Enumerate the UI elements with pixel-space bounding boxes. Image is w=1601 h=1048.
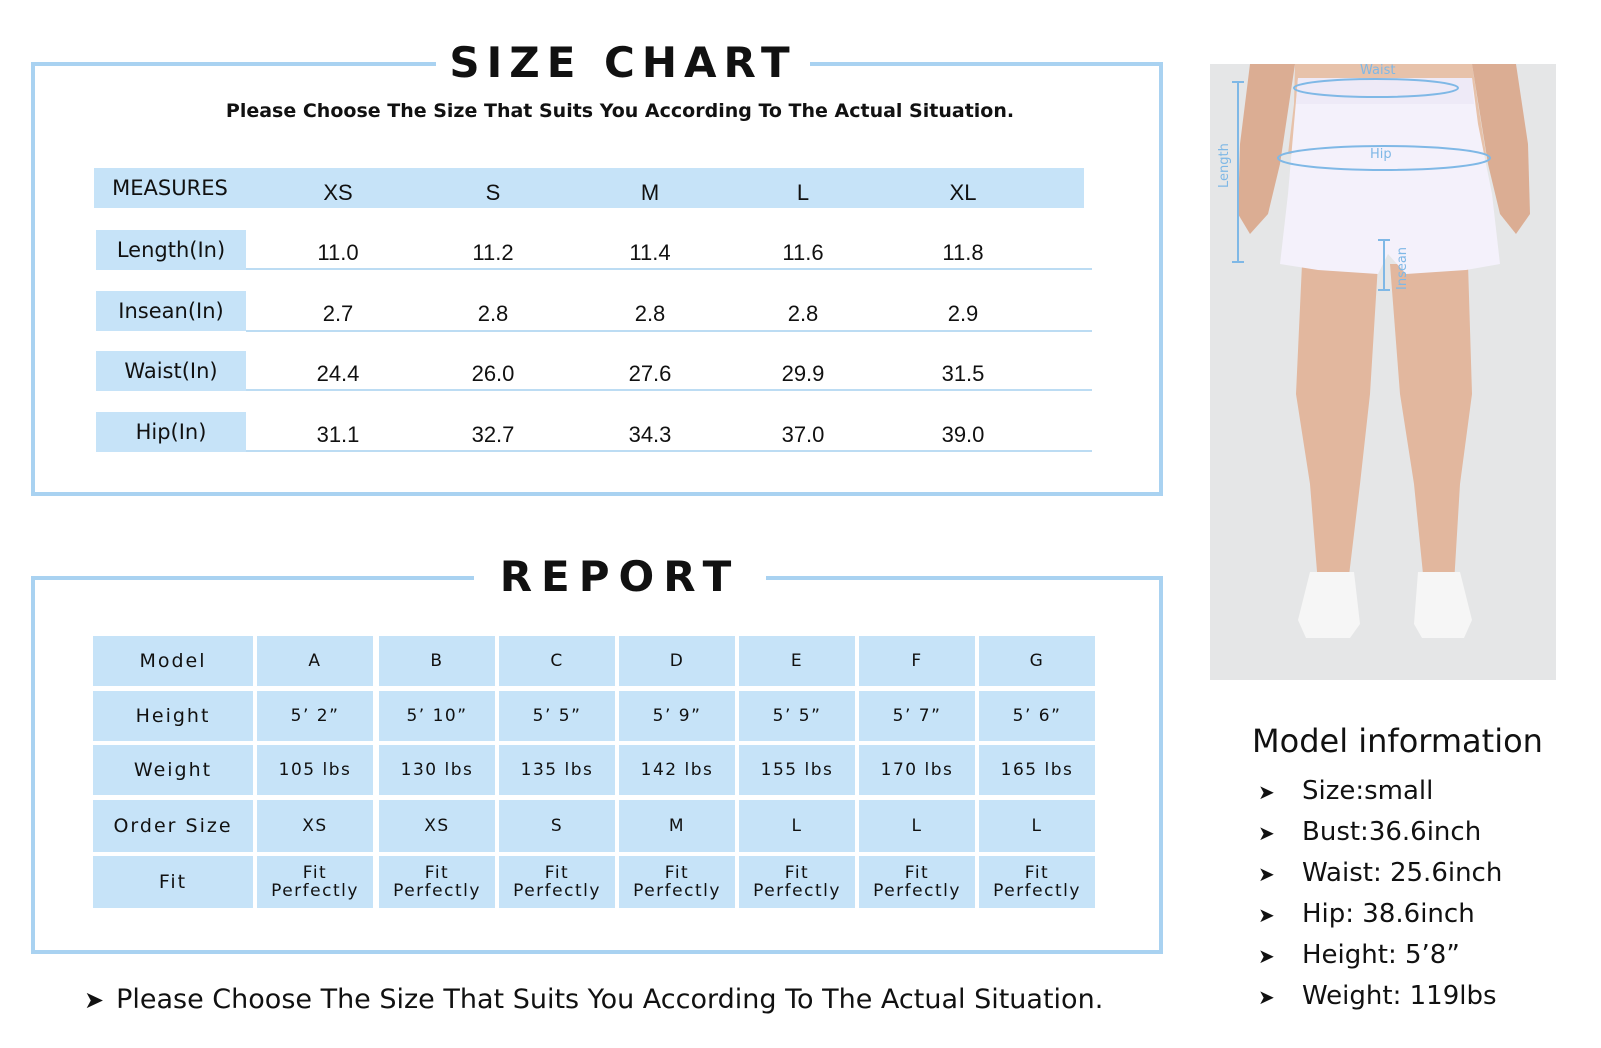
- model-photo: [1210, 64, 1556, 680]
- insean-m: 2.8: [634, 301, 666, 326]
- size-header-l: L: [796, 180, 810, 205]
- report-label-fit: Fit: [93, 856, 253, 908]
- row-label-insean: Insean(In): [96, 291, 246, 331]
- insean-xs: 2.7: [322, 301, 354, 326]
- row-label-waist: Waist(In): [96, 351, 246, 391]
- waist-xs: 24.4: [316, 361, 360, 386]
- model-c-weight: 135 lbs: [499, 745, 615, 795]
- model-info-text: Hip: 38.6inch: [1302, 899, 1475, 929]
- arrow-icon: ➤: [1258, 903, 1275, 927]
- report-label-weight: Weight: [93, 745, 253, 795]
- model-g-fit: Fit Perfectly: [979, 856, 1095, 908]
- row-label-length: Length(In): [96, 230, 246, 270]
- hip-xl: 39.0: [941, 422, 985, 447]
- model-a-fit: Fit Perfectly: [257, 856, 373, 908]
- row-divider: [246, 389, 1092, 391]
- model-b-name: B: [379, 636, 495, 686]
- report-label-height: Height: [93, 691, 253, 741]
- length-m: 11.4: [629, 240, 671, 265]
- row-divider: [246, 330, 1092, 332]
- size-header-xl: XL: [949, 180, 977, 205]
- model-d-weight: 142 lbs: [619, 745, 735, 795]
- model-e-weight: 155 lbs: [739, 745, 855, 795]
- model-info-bust: [1258, 817, 1481, 847]
- arrow-icon: ➤: [1258, 862, 1275, 886]
- model-info-text: Size:small: [1302, 776, 1434, 806]
- model-d-height: 5’ 9”: [619, 691, 735, 741]
- length-annotation: Length: [1217, 143, 1232, 188]
- arrow-icon: ➤: [84, 986, 105, 1014]
- insean-xl: 2.9: [947, 301, 979, 326]
- row-label-hip: Hip(In): [96, 412, 246, 452]
- model-e-order-size: L: [739, 800, 855, 852]
- insean-annotation: Insean: [1395, 246, 1410, 290]
- waist-l: 29.9: [781, 361, 825, 386]
- model-info-hip: [1258, 899, 1475, 929]
- model-e-height: 5’ 5”: [739, 691, 855, 741]
- measures-header: MEASURES: [112, 176, 228, 200]
- model-b-height: 5’ 10”: [379, 691, 495, 741]
- model-info-text: Bust:36.6inch: [1302, 817, 1482, 847]
- model-info-text: Weight: 119lbs: [1302, 981, 1497, 1011]
- waist-xl: 31.5: [941, 361, 985, 386]
- model-e-fit: Fit Perfectly: [739, 856, 855, 908]
- waist-annotation: Waist: [1360, 64, 1396, 78]
- model-info-weight: [1258, 981, 1497, 1011]
- insean-l: 2.8: [787, 301, 819, 326]
- arrow-icon: ➤: [1258, 944, 1275, 968]
- model-f-name: F: [859, 636, 975, 686]
- hip-m: 34.3: [628, 422, 672, 447]
- arrow-icon: ➤: [1258, 985, 1275, 1009]
- model-e-name: E: [739, 636, 855, 686]
- model-b-order-size: XS: [379, 800, 495, 852]
- hip-annotation: Hip: [1370, 147, 1392, 162]
- model-d-order-size: M: [619, 800, 735, 852]
- footer-note-text: Please Choose The Size That Suits You According To The Actual Situation.: [116, 984, 1104, 1015]
- model-illustration: [1210, 64, 1556, 680]
- size-header-m: M: [640, 180, 660, 205]
- arrow-icon: ➤: [1258, 780, 1275, 804]
- model-c-height: 5’ 5”: [499, 691, 615, 741]
- model-f-height: 5’ 7”: [859, 691, 975, 741]
- insean-s: 2.8: [477, 301, 509, 326]
- row-divider: [246, 268, 1092, 270]
- model-a-order-size: XS: [257, 800, 373, 852]
- model-g-height: 5’ 6”: [979, 691, 1095, 741]
- model-info-text: Waist: 25.6inch: [1302, 858, 1503, 888]
- model-g-name: G: [979, 636, 1095, 686]
- model-a-height: 5’ 2”: [257, 691, 373, 741]
- length-s: 11.2: [472, 240, 514, 265]
- model-f-fit: Fit Perfectly: [859, 856, 975, 908]
- arrow-icon: ➤: [1258, 821, 1275, 845]
- model-c-fit: Fit Perfectly: [499, 856, 615, 908]
- hip-xs: 31.1: [316, 422, 360, 447]
- model-info-title: Model information: [1252, 722, 1543, 760]
- model-b-fit: Fit Perfectly: [379, 856, 495, 908]
- report-title: REPORT: [474, 552, 766, 602]
- hip-s: 32.7: [471, 422, 515, 447]
- model-info-size: [1258, 776, 1433, 806]
- model-c-name: C: [499, 636, 615, 686]
- model-info-text: Height: 5’8”: [1302, 940, 1460, 970]
- model-f-weight: 170 lbs: [859, 745, 975, 795]
- hip-l: 37.0: [781, 422, 825, 447]
- waist-m: 27.6: [628, 361, 672, 386]
- model-a-weight: 105 lbs: [257, 745, 373, 795]
- length-xs: 11.0: [317, 240, 359, 265]
- waist-s: 26.0: [471, 361, 515, 386]
- length-l: 11.6: [782, 240, 824, 265]
- size-header-s: S: [485, 180, 501, 205]
- model-info-waist: [1258, 858, 1502, 888]
- footer-note: [84, 984, 1103, 1015]
- model-f-order-size: L: [859, 800, 975, 852]
- row-divider: [246, 450, 1092, 452]
- model-g-weight: 165 lbs: [979, 745, 1095, 795]
- size-chart-subtitle: Please Choose The Size That Suits You According To The Actual Situation.: [225, 100, 1015, 122]
- length-xl: 11.8: [942, 240, 984, 265]
- size-header-xs: XS: [323, 180, 353, 205]
- report-label-model: Model: [93, 636, 253, 686]
- model-d-name: D: [619, 636, 735, 686]
- report-label-order-size: Order Size: [93, 800, 253, 852]
- size-chart-title: SIZE CHART: [436, 38, 810, 88]
- model-c-order-size: S: [499, 800, 615, 852]
- model-b-weight: 130 lbs: [379, 745, 495, 795]
- model-a-name: A: [257, 636, 373, 686]
- model-info-height: [1258, 940, 1460, 970]
- model-d-fit: Fit Perfectly: [619, 856, 735, 908]
- model-g-order-size: L: [979, 800, 1095, 852]
